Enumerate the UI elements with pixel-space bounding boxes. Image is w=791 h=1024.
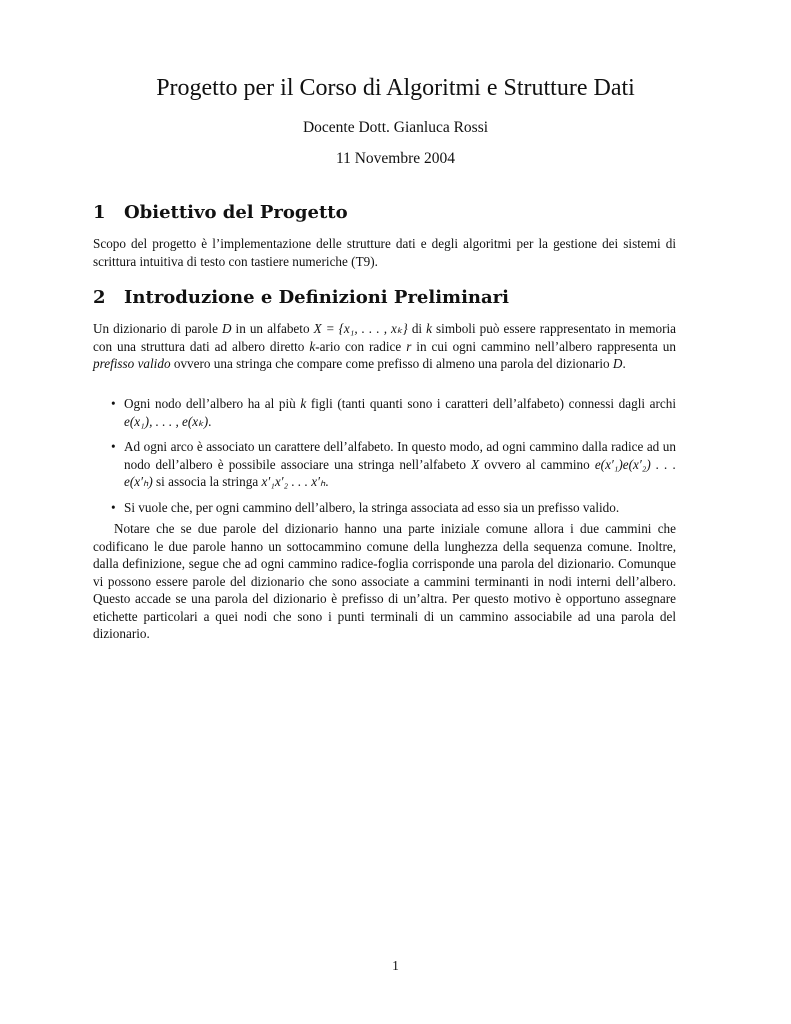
section-heading-2 bbox=[93, 286, 509, 310]
document-date: 11 Novembre 2004 bbox=[335, 150, 456, 167]
list-item bbox=[93, 395, 676, 430]
text-run: si associa la stringa bbox=[152, 474, 262, 489]
section-heading-1 bbox=[93, 201, 348, 225]
text-run: Si vuole che, per ogni cammino dell’albero, la stringa associata ad esso sia un prefisso valido. bbox=[124, 499, 620, 515]
text-run: Ad ogni arco è associato un carattere dell’alfabeto. In questo modo, ad ogni cammino dalla radice ad un nodo dell’albero è possibile associare una stringa nell’alfabeto bbox=[124, 439, 676, 472]
math-expression: x′₁x′₂ . . . x′ₕ bbox=[261, 474, 326, 489]
text-run: simboli può essere rappresentato in memoria con una struttura dati ad albero diretto bbox=[93, 321, 676, 354]
text-run: ovvero una stringa che compare come prefisso di almeno una parola del dizionario bbox=[170, 356, 613, 371]
math-symbol: k bbox=[300, 396, 307, 411]
text-run: . bbox=[208, 413, 212, 429]
definition-bullet-list bbox=[93, 395, 676, 524]
text-run: ovvero al cammino bbox=[479, 456, 595, 472]
emphasis-term: prefisso valido bbox=[93, 356, 171, 371]
math-symbol: k bbox=[309, 338, 316, 354]
bullet-icon: • bbox=[111, 499, 116, 515]
text-run: di bbox=[407, 321, 427, 336]
bullet-icon: • bbox=[111, 396, 116, 411]
document-author: Docente Dott. Gianluca Rossi bbox=[302, 119, 489, 136]
section-title: Obiettivo del Progetto bbox=[124, 202, 348, 223]
text-run: figli (tanti quanti sono i caratteri dell’alfabeto) connessi dagli archi bbox=[306, 396, 676, 411]
text-run: in un alfabeto bbox=[231, 321, 314, 336]
math-expression: e(x′₁)e(x′₂) . . . e(x′ₕ) bbox=[124, 456, 676, 489]
section-2-closing-paragraph: Notare che se due parole del dizionario hanno una parte iniziale comune allora i due cammini che codificano le due parole hanno un sottocammino comune della lunghezza della sequenza comune. Inoltre, dalla definizione, segue che ad ogni cammino radice-foglia corrisponde una parola del dizionario. Comunque vi possono essere parole del dizionario che sono associate a cammini terminanti in nodi interni dell’albero. Questo accade se una parola del dizionario è prefisso di un’altra. Per questo motivo è opportuno assegnare etichette particolari a quei nodi che sono i punti terminali di un cammino associabile ad una parola del dizionario. bbox=[93, 521, 676, 641]
section-1-paragraph: Scopo del progetto è l’implementazione delle strutture dati e degli algoritmi per la gestione dei sistemi di scrittura intuitiva di testo con tastiere numeriche (T9). bbox=[93, 236, 676, 269]
list-item bbox=[93, 438, 676, 491]
section-number: 2 bbox=[93, 287, 106, 308]
text-run: . bbox=[622, 356, 626, 371]
text-run: Ogni nodo dell’albero ha al più bbox=[124, 396, 301, 411]
text-run: Un dizionario di parole bbox=[93, 321, 222, 336]
list-item bbox=[93, 499, 676, 517]
text-run: -ario con radice bbox=[315, 338, 407, 354]
text-run: . bbox=[325, 474, 329, 489]
page-number: 1 bbox=[392, 958, 399, 973]
document-title: Progetto per il Corso di Algoritmi e Strutture Dati bbox=[156, 75, 635, 101]
math-symbol: k bbox=[426, 321, 432, 336]
math-symbol: D bbox=[221, 321, 232, 336]
math-symbol: r bbox=[406, 338, 412, 354]
section-2-intro-paragraph bbox=[93, 320, 676, 373]
math-symbol: D bbox=[612, 356, 623, 371]
math-symbol: X bbox=[471, 456, 480, 472]
math-expression: X = {x₁, . . . , xₖ} bbox=[313, 321, 408, 336]
text-run: in cui ogni cammino nell’albero rappresenta un bbox=[411, 338, 676, 354]
section-title: Introduzione e Definizioni Preliminari bbox=[124, 287, 510, 308]
bullet-icon: • bbox=[111, 439, 116, 454]
math-expression: e(x₁), . . . , e(xₖ) bbox=[124, 413, 209, 429]
section-number: 1 bbox=[93, 202, 106, 223]
